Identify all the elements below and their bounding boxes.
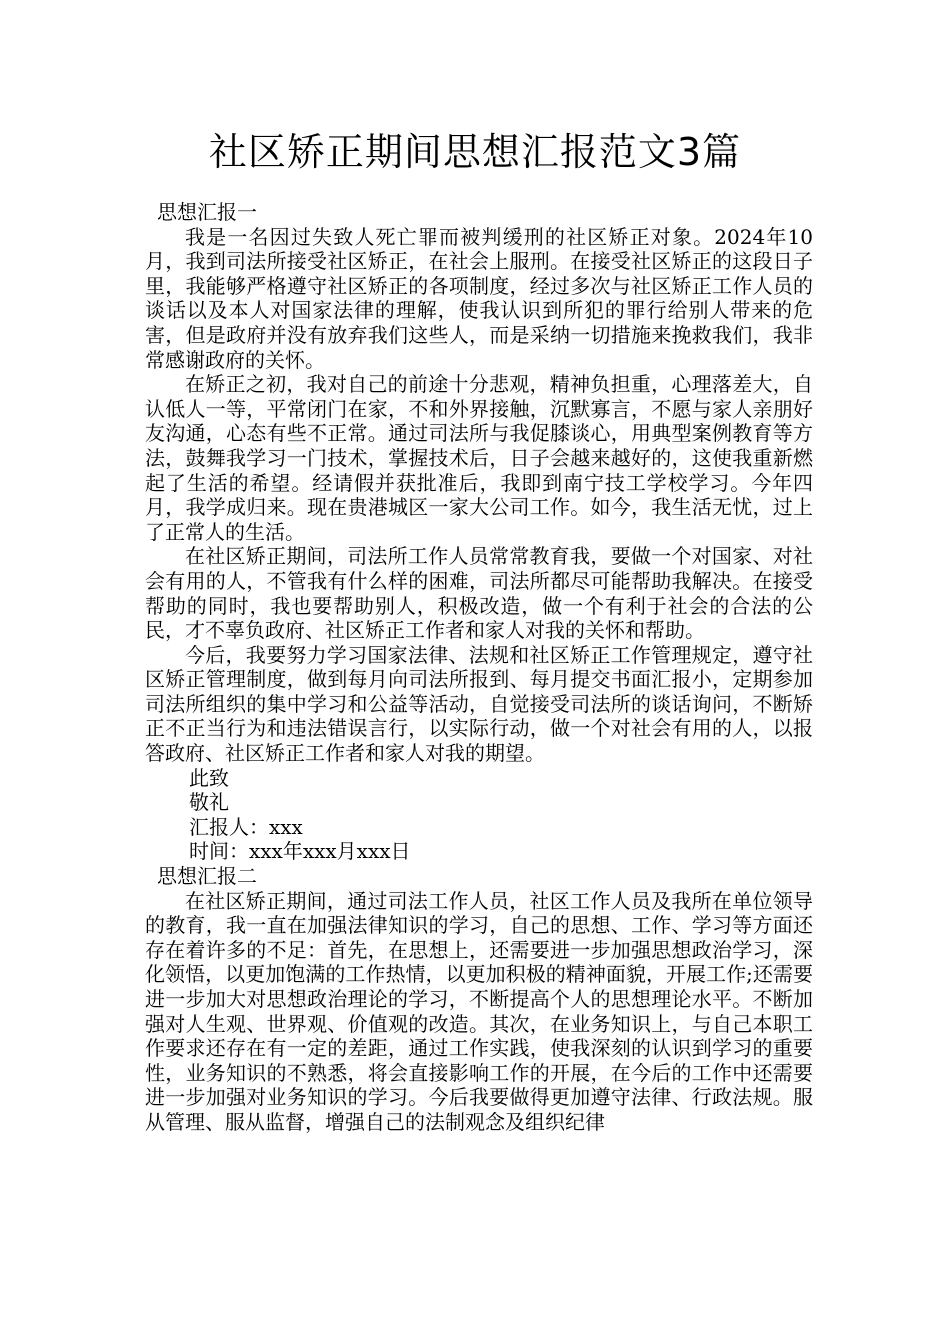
report1-heading: 思想汇报一	[157, 200, 257, 224]
document-body	[145, 200, 813, 1135]
reporter-line: 汇报人：xxx	[189, 814, 303, 839]
report1-paragraph-4: 今后，我要努力学习国家法律、法规和社区矫正工作管理规定，遵守社区矫正管理制度，做到每月向司法所报到、每月提交书面汇报小，定期参加司法所组织的集中学习和公益等活动，自觉接受司法所的谈话询问，不断矫正不正当行为和违法错误言行，以实际行动，做一个对社会有用的人，以报答政府、社区矫正工作者和家人对我的期望。	[145, 642, 813, 766]
closing-salutation: 此致	[189, 765, 229, 790]
report2-paragraph-1: 在社区矫正期间，通过司法工作人员，社区工作人员及我所在单位领导的教育，我一直在加强法律知识的学习，自己的思想、工作、学习等方面还存在着许多的不足：首先，在思想上，还需要进一步加强思想政治学习，深化领悟，以更加饱满的工作热情，以更加积极的精神面貌，开展工作;还需要进一步加大对思想政治理论的学习，不断提高个人的思想理论水平。不断加强对人生观、世界观、价值观的改造。其次，在业务知识上，与自己本职工作要求还存在有一定的差距，通过工作实践，使我深刻的认识到学习的重要性，业务知识的不熟悉，将会直接影响工作的开展，在今后的工作中还需要进一步加强对业务知识的学习。今后我要做得更加遵守法律、行政法规。服从管理、服从监督，增强自己的法制观念及组织纪律	[145, 888, 813, 1134]
document-title: 社区矫正期间思想汇报范文3篇	[208, 130, 742, 174]
report1-paragraph-2: 在矫正之初，我对自己的前途十分悲观，精神负担重，心理落差大，自认低人一等，平常闭门在家，不和外界接触，沉默寡言，不愿与家人亲朋好友沟通，心态有些不正常。通过司法所与我促膝谈心，用典型案例教育等方法，鼓舞我学习一门技术，掌握技术后，日子会越来越好的，这使我重新燃起了生活的希望。经请假并获批准后，我即到南宁技工学校学习。今年四月，我学成归来。现在贵港城区一家大公司工作。如今，我生活无忧，过上了正常人的生活。	[145, 372, 813, 544]
date-line: 时间：xxx年xxx月xxx日	[189, 839, 411, 864]
closing-regards: 敬礼	[189, 790, 229, 815]
report1-paragraph-3: 在社区矫正期间，司法所工作人员常常教育我，要做一个对国家、对社会有用的人，不管我有什么样的困难，司法所都尽可能帮助我解决。在接受帮助的同时，我也要帮助别人，积极改造，做一个有利于社会的合法的公民，才不辜负政府、社区矫正工作者和家人对我的关怀和帮助。	[145, 544, 813, 643]
report2-heading: 思想汇报二	[157, 864, 257, 889]
report1-paragraph-1: 我是一名因过失致人死亡罪而被判缓刑的社区矫正对象。2024年10月，我到司法所接受社区矫正，在社会上服刑。在接受社区矫正的这段日子里，我能够严格遵守社区矫正的各项制度，经过多次与社区矫正工作人员的谈话以及本人对国家法律的理解，使我认识到所犯的罪行给别人带来的危害，但是政府并没有放弃我们这些人，而是采纳一切措施来挽救我们，我非常感谢政府的关怀。	[145, 224, 813, 372]
